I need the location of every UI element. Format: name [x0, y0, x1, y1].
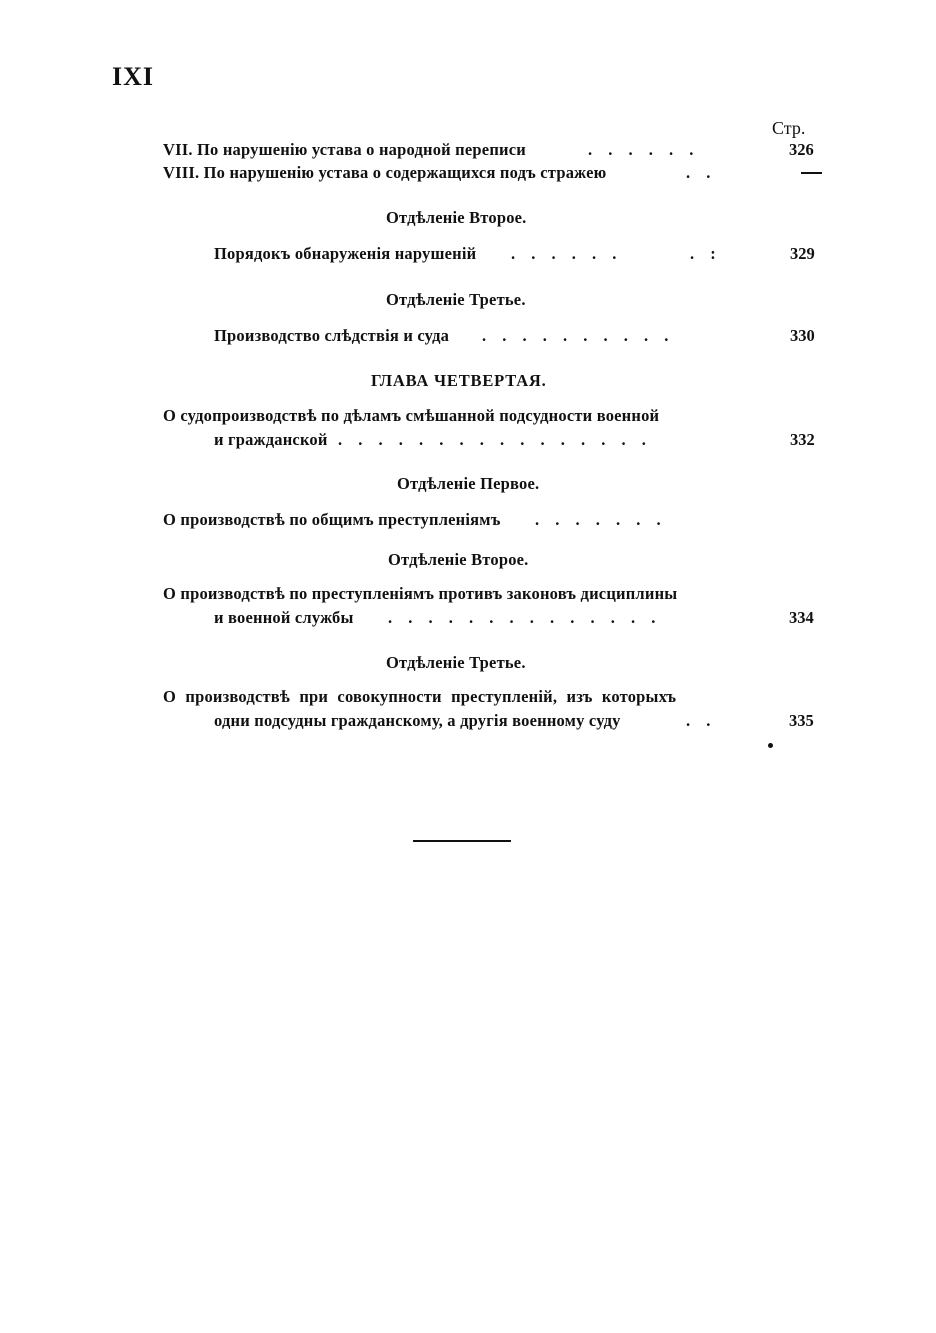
section-heading: Отдѣленіе Второе. — [386, 208, 527, 227]
toc-entry-vii: VII. По нарушенію устава о народной переписи — [163, 140, 526, 159]
page-ref-330: 330 — [790, 326, 815, 345]
section-heading: Отдѣленіе Второе. — [388, 550, 529, 569]
section-heading: Отдѣленіе Третье. — [386, 653, 526, 672]
page-ref-dash — [801, 172, 822, 174]
section-heading: Отдѣленіе Третье. — [386, 290, 526, 309]
toc-entry-detection: Порядокъ обнаруженія нарушеній — [214, 244, 477, 263]
toc-entry-discipline-crimes-cont: и военной службы — [214, 608, 354, 627]
page-ref-332: 332 — [790, 430, 815, 449]
ink-dot — [768, 743, 773, 748]
pages-column-header: Стр. — [772, 118, 806, 138]
toc-entry-discipline-crimes: О производствѣ по преступленіямъ противъ законовъ дисциплины — [163, 584, 678, 603]
page-ref-334: 334 — [789, 608, 814, 627]
page-ref-335: 335 — [789, 711, 814, 730]
dot-leader: . . — [686, 163, 717, 182]
toc-entry-combined-crimes-cont: одни подсудны гражданскому, а другія военному суду — [214, 711, 621, 730]
section-heading: Отдѣленіе Первое. — [397, 474, 540, 493]
page-ref-329: 329 — [790, 244, 815, 263]
dot-leader: . : — [690, 244, 722, 263]
toc-entry-combined-crimes: О производствѣ при совокупности преступленій, изъ которыхъ — [163, 687, 677, 706]
toc-entry-investigation: Производство слѣдствія и суда — [214, 326, 450, 345]
dot-leader: . . — [686, 711, 717, 730]
dot-leader: . . . . . . . — [535, 510, 667, 529]
dot-leader: . . . . . . . . . . — [482, 326, 675, 345]
dot-leader: . . . . . . — [511, 244, 623, 263]
chapter-heading: ГЛАВА ЧЕТВЕРТАЯ. — [371, 371, 547, 390]
toc-entry-mixed-jurisdiction-cont: и гражданской — [214, 430, 328, 449]
dot-leader: . . . . . . . . . . . . . . . . — [338, 430, 652, 449]
page-ref-326: 326 — [789, 140, 814, 159]
toc-entry-viii: VIII. По нарушенію устава о содержащихся подъ стражею — [163, 163, 607, 182]
toc-entry-general-crimes: О производствѣ по общимъ преступленіямъ — [163, 510, 501, 529]
dot-leader: . . . . . . — [588, 140, 700, 159]
page-number: IXI — [112, 62, 155, 91]
end-rule — [413, 840, 511, 842]
toc-entry-mixed-jurisdiction: О судопроизводствѣ по дѣламъ смѣшанной подсудности военной — [163, 406, 660, 425]
dot-leader: . . . . . . . . . . . . . . — [388, 608, 662, 627]
